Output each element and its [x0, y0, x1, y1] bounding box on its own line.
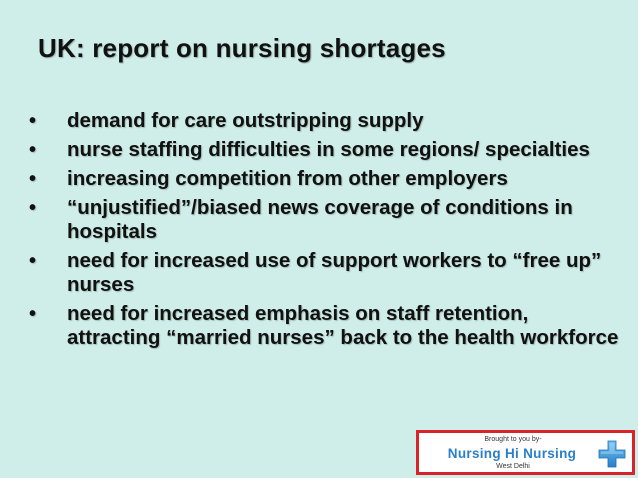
bullet-marker: •: [29, 110, 37, 132]
bullet-marker: •: [29, 168, 37, 190]
list-item: [27, 302, 627, 350]
bullet-text: “unjustified”/biased news coverage of conditions in hospitals: [67, 196, 573, 243]
badge-tagline: Brought to you by-: [484, 436, 542, 443]
slide-title: UK: report on nursing shortages: [38, 33, 446, 63]
bullet-text: increasing competition from other employers: [67, 167, 508, 190]
bullet-text: need for increased emphasis on staff retention, attracting “married nurses” back to the health workforce: [67, 302, 619, 349]
medical-cross-icon: [597, 439, 627, 469]
bullet-marker: •: [29, 303, 37, 325]
bullet-list: [27, 109, 627, 355]
list-item: [27, 249, 627, 297]
list-item: [27, 196, 627, 244]
bullet-text: demand for care outstripping supply: [67, 109, 424, 132]
bullet-text: need for increased use of support workers to “free up” nurses: [67, 249, 602, 296]
list-item: [27, 167, 627, 191]
list-item: [27, 138, 627, 162]
badge-brand-name: Nursing Hi Nursing: [447, 446, 577, 461]
nursing-hi-nursing-badge[interactable]: [416, 430, 635, 475]
bullet-text: nurse staffing difficulties in some regions/ specialties: [67, 138, 590, 161]
bullet-marker: •: [29, 197, 37, 219]
list-item: [27, 109, 627, 133]
bullet-marker: •: [29, 139, 37, 161]
bullet-marker: •: [29, 250, 37, 272]
badge-location: West Delhi: [496, 463, 530, 470]
